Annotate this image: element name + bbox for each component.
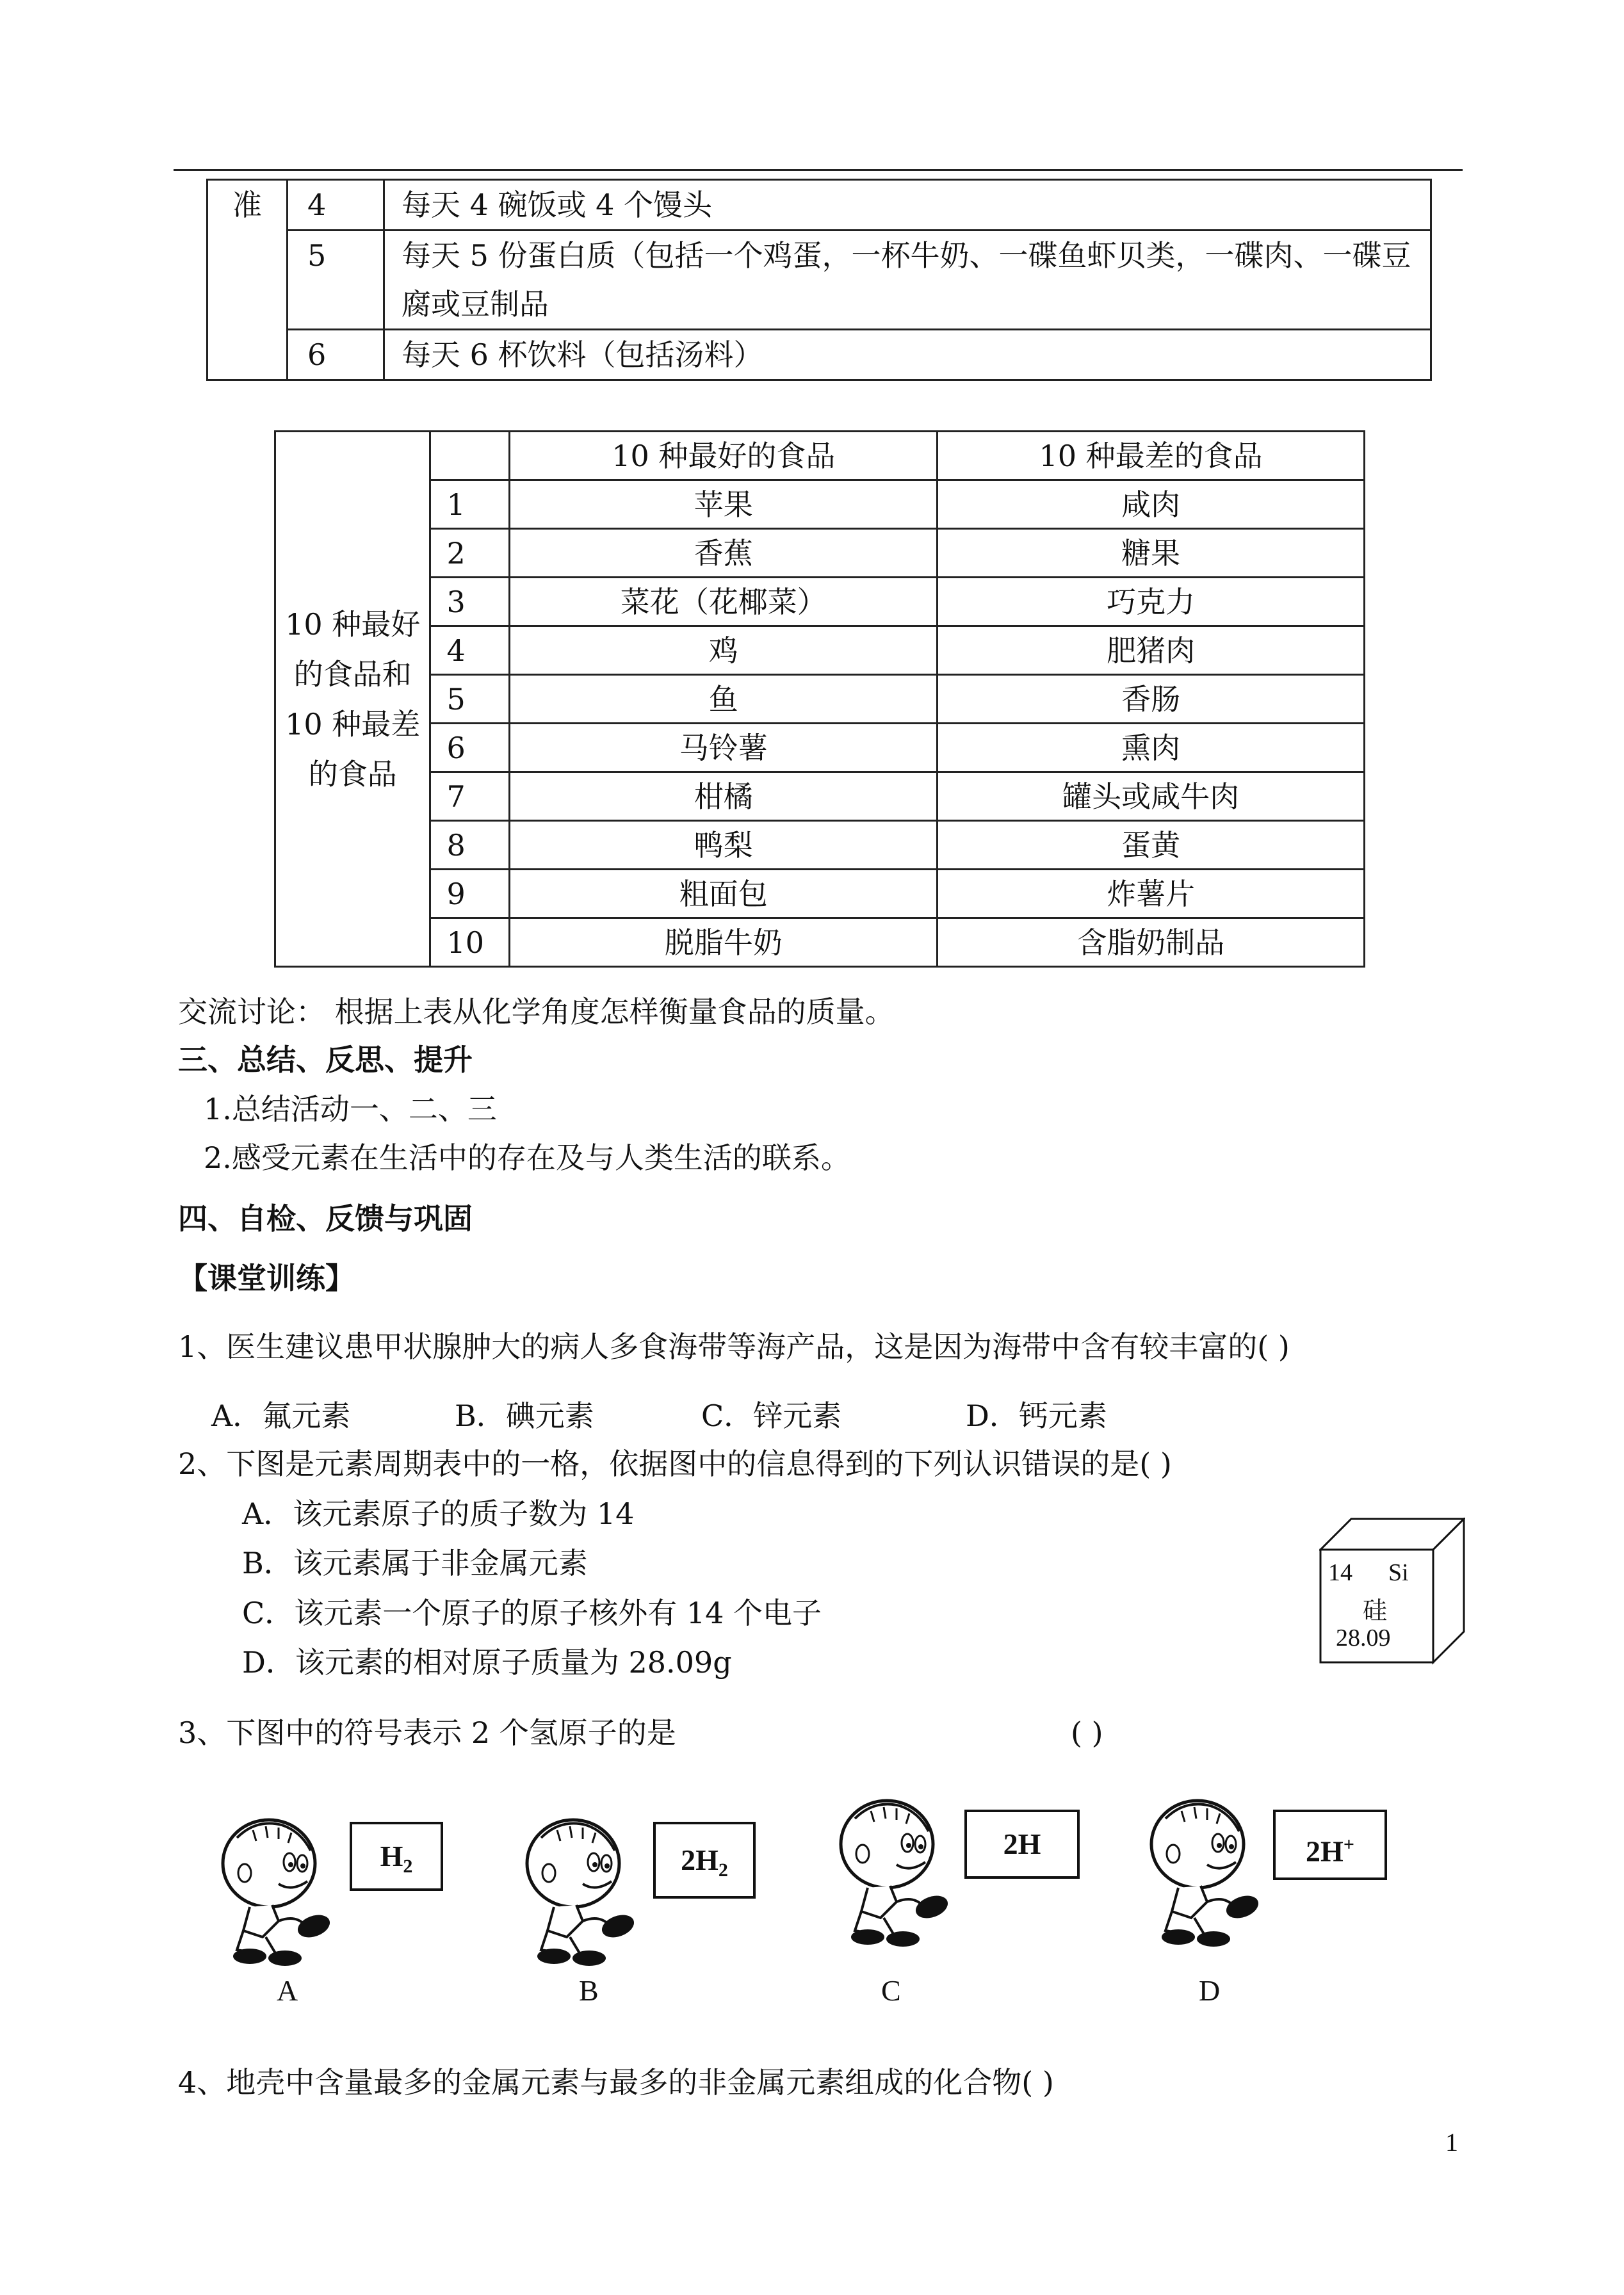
formula-symbol: 2H	[1003, 1828, 1041, 1860]
best-food: 鸡	[510, 626, 938, 675]
q3-stem: 3、下图中的符号表示 2 个氢原子的是	[178, 1715, 676, 1750]
table-row	[207, 180, 1431, 231]
row-number: 2	[430, 529, 510, 578]
formula-superscript: +	[1343, 1834, 1354, 1855]
table-row	[275, 578, 1365, 626]
q1-option-c: C．锌元素	[701, 1399, 842, 1433]
table-row	[275, 918, 1365, 967]
worst-food: 咸肉	[938, 480, 1365, 529]
table-side-label: 10 种最好的食品和 10 种最差的食品	[275, 432, 430, 967]
element-symbol: Si	[1388, 1559, 1409, 1586]
figure-label-a: A	[277, 1974, 298, 2007]
q1-option-a: A．氟元素	[211, 1399, 351, 1433]
header-rule	[174, 169, 1463, 171]
best-food: 鸭梨	[510, 821, 938, 870]
formula-box-c	[964, 1810, 1080, 1879]
row-text: 每天 6 杯饮料（包括汤料）	[384, 330, 1431, 380]
row-number: 3	[430, 578, 510, 626]
header-empty	[430, 432, 510, 480]
table-row	[275, 626, 1365, 675]
best-food: 粗面包	[510, 870, 938, 918]
q2-option-a: A．该元素原子的质子数为 14	[242, 1496, 635, 1531]
figure-label-c: C	[881, 1974, 901, 2007]
table-row	[275, 870, 1365, 918]
best-food: 马铃薯	[510, 724, 938, 772]
worst-food: 炸薯片	[938, 870, 1365, 918]
q1-option-b: B．碘元素	[455, 1399, 594, 1433]
row-number: 6	[430, 724, 510, 772]
row-text: 每天 5 份蛋白质（包括一个鸡蛋，一杯牛奶、一碟鱼虾贝类，一碟肉、一碟豆腐或豆制品	[384, 231, 1431, 330]
page-number: 1	[1445, 2128, 1458, 2157]
section3-item1: 1.总结活动一、二、三	[204, 1092, 497, 1126]
worst-food: 糖果	[938, 529, 1365, 578]
discussion-text: 交流讨论： 根据上表从化学角度怎样衡量食品的质量。	[178, 994, 895, 1029]
character-b	[527, 1820, 637, 1966]
table-row	[207, 330, 1431, 380]
q2-stem: 2、下图是元素周期表中的一格，依据图中的信息得到的下列认识错误的是( )	[178, 1447, 1172, 1481]
table-row	[275, 529, 1365, 578]
row-number: 5	[288, 231, 384, 330]
q1-stem: 1、医生建议患甲状腺肿大的病人多食海带等海产品，这是因为海带中含有较丰富的( )	[178, 1329, 1290, 1364]
worst-food: 肥猪肉	[938, 626, 1365, 675]
best-food: 脱脂牛奶	[510, 918, 938, 967]
figure-label-b: B	[579, 1974, 599, 2007]
row-number: 7	[430, 772, 510, 821]
best-food: 苹果	[510, 480, 938, 529]
formula-subscript: 2	[718, 1860, 728, 1881]
section4-subtitle: 【课堂训练】	[178, 1261, 355, 1295]
header-best: 10 种最好的食品	[510, 432, 938, 480]
worst-food: 香肠	[938, 675, 1365, 724]
row-text: 每天 4 碗饭或 4 个馒头	[384, 180, 1431, 231]
formula-box-d	[1273, 1810, 1387, 1880]
row-number: 4	[430, 626, 510, 675]
formula-symbol: 2H	[681, 1844, 719, 1876]
q4-stem: 4、地壳中含量最多的金属元素与最多的非金属元素组成的化合物( )	[178, 2065, 1054, 2100]
row-number: 4	[288, 180, 384, 231]
character-c	[841, 1801, 951, 1947]
row-number: 10	[430, 918, 510, 967]
row-number: 8	[430, 821, 510, 870]
section3-title: 三、总结、反思、提升	[178, 1042, 473, 1077]
row-number: 9	[430, 870, 510, 918]
formula-box-b	[653, 1822, 756, 1899]
worst-food: 蛋黄	[938, 821, 1365, 870]
character-d	[1151, 1801, 1262, 1947]
formula-subscript: 2	[403, 1856, 413, 1877]
row-number: 5	[430, 675, 510, 724]
q2-option-d: D．该元素的相对原子质量为 28.09g	[242, 1645, 732, 1680]
best-food: 菜花（花椰菜）	[510, 578, 938, 626]
table-row	[207, 231, 1431, 330]
table-row-label: 准	[207, 180, 288, 380]
best-food: 香蕉	[510, 529, 938, 578]
formula-symbol: H	[380, 1840, 403, 1872]
character-a	[223, 1820, 333, 1966]
worst-food: 罐头或咸牛肉	[938, 772, 1365, 821]
section3-item2: 2.感受元素在生活中的存在及与人类生活的联系。	[204, 1140, 850, 1175]
table-row	[275, 480, 1365, 529]
header-worst: 10 种最差的食品	[938, 432, 1365, 480]
worst-food: 熏肉	[938, 724, 1365, 772]
table-row	[275, 675, 1365, 724]
formula-box-a	[350, 1822, 443, 1891]
q2-option-b: B．该元素属于非金属元素	[242, 1546, 588, 1580]
food-comparison-table	[274, 430, 1365, 968]
q2-option-c: C．该元素一个原子的原子核外有 14 个电子	[242, 1596, 822, 1630]
best-food: 柑橘	[510, 772, 938, 821]
formula-symbol: 2H	[1306, 1835, 1344, 1868]
atomic-mass: 28.09	[1336, 1625, 1391, 1651]
row-number: 6	[288, 330, 384, 380]
table-row	[275, 724, 1365, 772]
element-name: 硅	[1363, 1596, 1388, 1625]
q3-blank: ( )	[1071, 1715, 1103, 1750]
diet-standard-table	[206, 179, 1432, 381]
row-number: 1	[430, 480, 510, 529]
figure-label-d: D	[1199, 1974, 1221, 2007]
worst-food: 含脂奶制品	[938, 918, 1365, 967]
q1-option-d: D．钙元素	[966, 1399, 1107, 1433]
table-row	[275, 821, 1365, 870]
best-food: 鱼	[510, 675, 938, 724]
section4-title: 四、自检、反馈与巩固	[178, 1201, 473, 1236]
table-header-row	[275, 432, 1365, 480]
table-row	[275, 772, 1365, 821]
periodic-cell	[1319, 1518, 1465, 1665]
worst-food: 巧克力	[938, 578, 1365, 626]
atomic-number: 14	[1328, 1559, 1352, 1586]
